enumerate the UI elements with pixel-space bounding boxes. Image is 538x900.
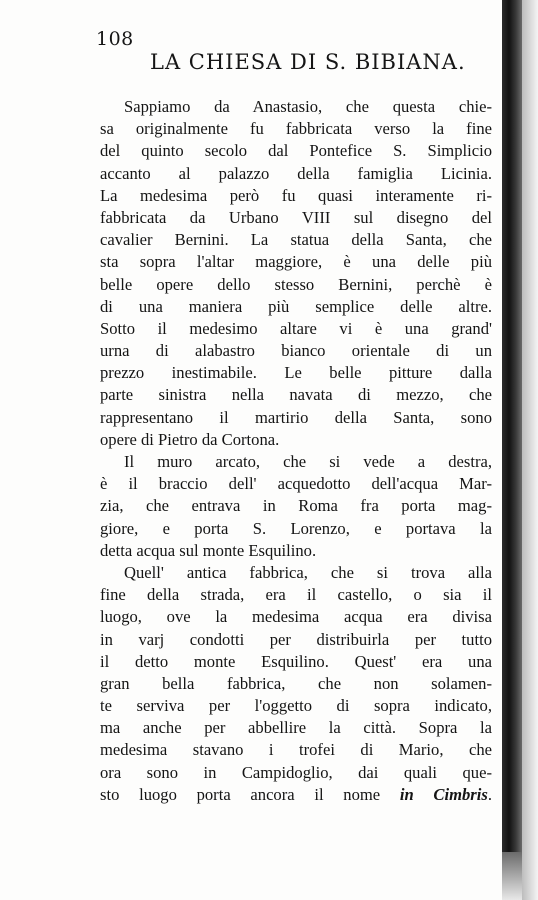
text-line: prezzo inestimabile. Le belle pitture dalla (100, 363, 492, 383)
text-line: belle opere dello stesso Bernini, perchè è (100, 274, 492, 294)
paragraph-1 (100, 96, 492, 451)
final-line-period: . (487, 784, 492, 804)
text-line: ora sono in Campidoglio, dai quali que- (100, 762, 492, 782)
text-line: te serviva per l'oggetto di sopra indicato, (100, 696, 492, 716)
text-line: di una maniera più semplice delle altre. (100, 296, 492, 316)
text-line: Il muro arcato, che si vede a destra, (124, 452, 492, 471)
page-number: 108 (96, 28, 134, 50)
text-line: in varj condotti per distribuirla per tutto (100, 629, 492, 649)
text-line: il detto monte Esquilino. Quest' era una (100, 651, 492, 671)
body-text (100, 96, 492, 806)
text-line: zia, che entrava in Roma fra porta mag- (100, 496, 492, 516)
text-line: ma anche per abbellire la città. Sopra la (100, 718, 492, 738)
final-line-text: sto luogo porta ancora il nome (100, 784, 381, 804)
text-line: Quell' antica fabbrica, che si trova alla (124, 562, 492, 582)
text-line: giore, e porta S. Lorenzo, e portava la (100, 518, 492, 538)
paragraph-3 (100, 562, 492, 806)
running-head: LA CHIESA DI S. BIBIANA. (150, 50, 466, 74)
text-line: opere di Pietro da Cortona. (100, 429, 280, 449)
text-line: è il braccio dell' acquedotto dell'acqua Mar- (100, 474, 492, 494)
text-line: luogo, ove la medesima acqua era divisa (100, 607, 492, 627)
text-line: fabbricata da Urbano VIII sul disegno del (100, 207, 492, 227)
text-line: del quinto secolo dal Pontefice S. Simplicio (100, 141, 492, 161)
text-line: rappresentano il martirio della Santa, sono (100, 407, 492, 427)
page-binding-shadow (502, 0, 522, 852)
text-line: accanto al palazzo della famiglia Licinia. (100, 163, 492, 183)
text-line: Sappiamo da Anastasio, che questa chie- (124, 97, 492, 116)
binding-bottom-fade (502, 852, 522, 900)
text-line: La medesima però fu quasi interamente ri- (100, 185, 492, 205)
page-edge-fade (522, 0, 538, 900)
text-line: gran bella fabbrica, che non solamen- (100, 673, 492, 693)
text-line: parte sinistra nella navata di mezzo, che (100, 385, 492, 405)
paragraph-2 (100, 451, 492, 562)
text-line: cavalier Bernini. La statua della Santa, che (100, 230, 492, 250)
emphasized-phrase: in Cimbris (399, 784, 488, 804)
text-line: detta acqua sul monte Esquilino. (100, 540, 317, 560)
text-line-final (100, 784, 492, 806)
text-line: medesima stavano i trofei di Mario, che (100, 740, 492, 760)
text-line: urna di alabastro bianco orientale di un (100, 341, 492, 361)
text-line: sa originalmente fu fabbricata verso la fine (100, 119, 492, 139)
text-line: fine della strada, era il castello, o sia il (100, 585, 492, 605)
text-line: Sotto il medesimo altare vi è una grand' (100, 318, 492, 338)
text-line: sta sopra l'altar maggiore, è una delle più (100, 252, 492, 272)
